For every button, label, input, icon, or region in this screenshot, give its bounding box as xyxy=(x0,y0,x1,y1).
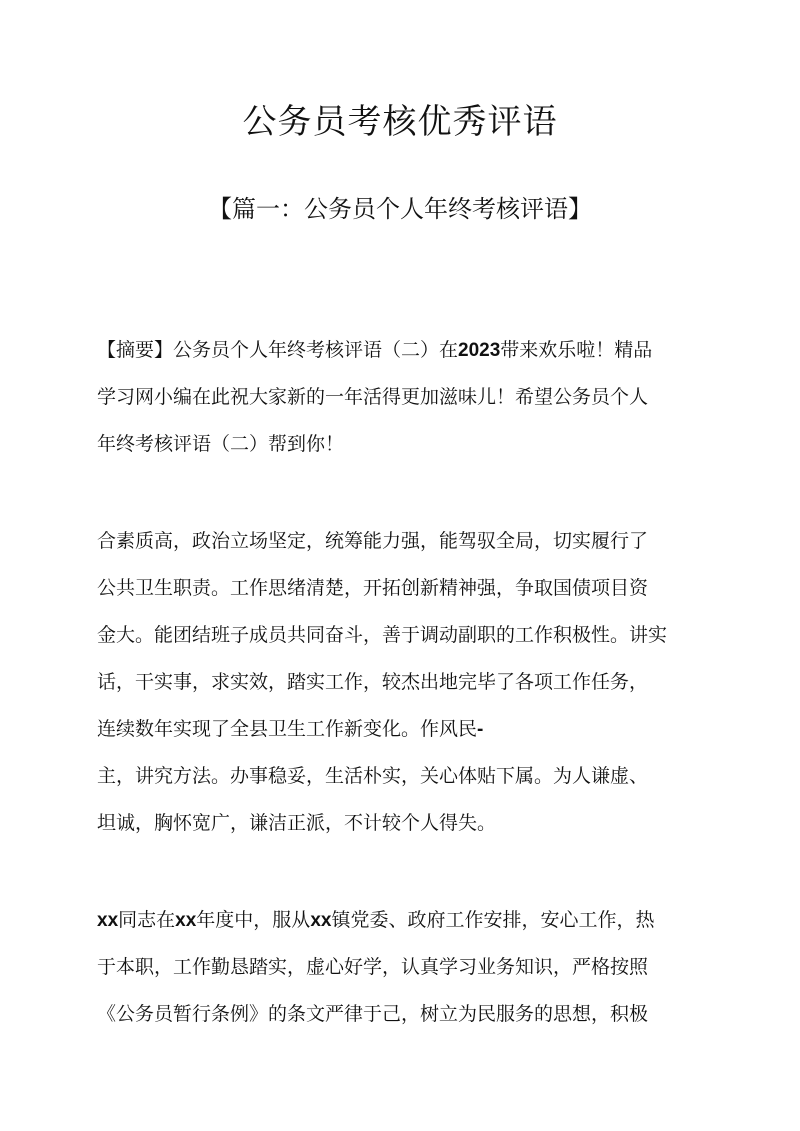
paragraph-evaluation-2 xyxy=(97,897,717,1038)
text-line: 【摘要】公务员个人年终考核评语（二）在2023带来欢乐啦！精品 xyxy=(97,339,653,361)
text-line: 连续数年实现了全县卫生工作新变化。作风民- xyxy=(97,718,484,740)
text-line: 公共卫生职责。工作思绪清楚，开拓创新精神强，争取国债项目资 xyxy=(97,577,649,599)
text-line: 话，干实事，求实效，踏实工作，较杰出地完毕了各项工作任务， xyxy=(97,671,649,693)
text-line: 《公务员暂行条例》的条文严律于己，树立为民服务的思想，积极 xyxy=(97,1003,649,1025)
paragraph-evaluation-1 xyxy=(97,518,717,847)
text-line: 年终考核评语（二）帮到你！ xyxy=(97,433,345,455)
paragraph-abstract xyxy=(97,327,717,468)
text-line: 合素质高，政治立场坚定，统筹能力强，能驾驭全局，切实履行了 xyxy=(97,530,649,552)
text-line: 主，讲究方法。办事稳妥，生活朴实，关心体贴下属。为人谦虚、 xyxy=(97,765,649,787)
document-subtitle: 【篇一：公务员个人年终考核评语】 xyxy=(208,195,592,223)
text-line: 于本职，工作勤恳踏实，虚心好学，认真学习业务知识，严格按照 xyxy=(97,956,649,978)
text-line: xx同志在xx年度中，服从xx镇党委、政府工作安排，安心工作，热 xyxy=(97,909,655,931)
text-line: 坦诚，胸怀宽广，谦洁正派，不计较个人得失。 xyxy=(97,812,497,834)
text-line: 金大。能团结班子成员共同奋斗，善于调动副职的工作积极性。讲实 xyxy=(97,624,668,646)
document-title: 公务员考核优秀评语 xyxy=(242,102,558,142)
text-line: 学习网小编在此祝大家新的一年活得更加滋味儿！希望公务员个人 xyxy=(97,386,649,408)
